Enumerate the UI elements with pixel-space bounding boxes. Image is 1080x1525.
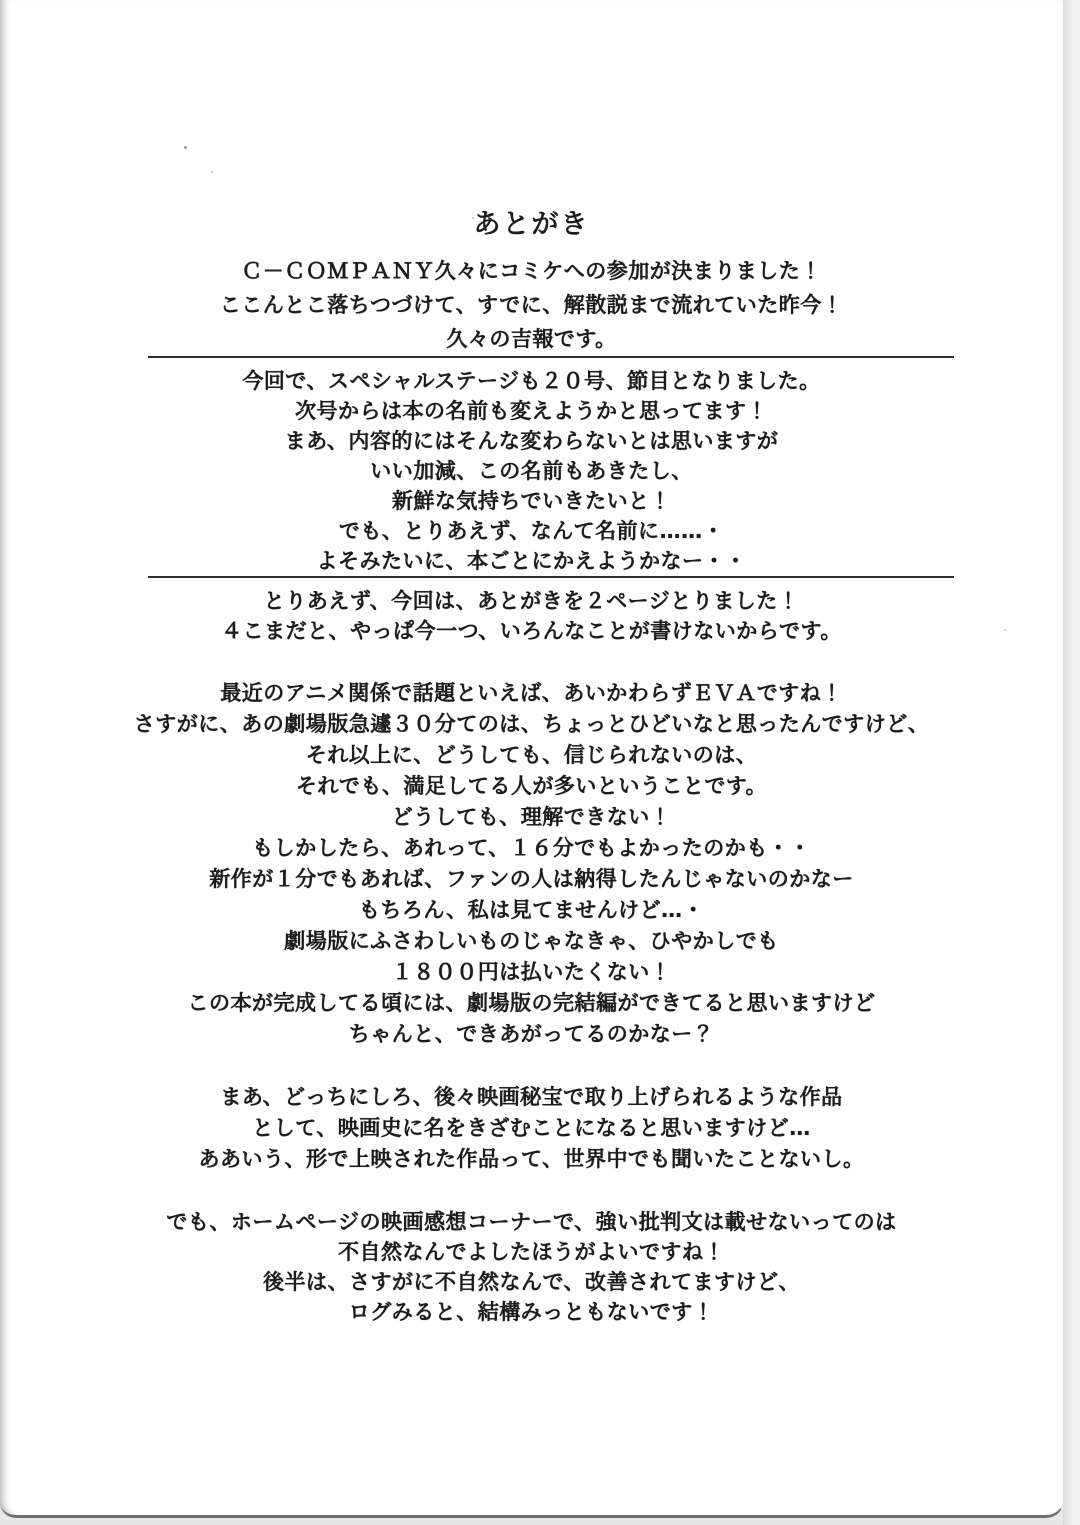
text-line: 後半は、さすがに不自然なんで、改善されてますけど、 (262, 1270, 801, 1294)
text-line: まあ、内容的にはそんな変わらないとは思いますが (284, 429, 779, 453)
paragraph-film-history (0, 1082, 1063, 1175)
text-line: よそみたいに、本ごとにかえようかなー・・ (316, 549, 747, 573)
text-line: どうしても、理解できない！ (391, 805, 672, 829)
text-line: いい加減、この名前もあきたし、 (370, 459, 693, 483)
text-line: Ｃ－ＣＯＭＰＡＮＹ久々にコミケへの参加が決まりました！ (241, 259, 822, 283)
text-line: この本が完成してる頃には、劇場版の完結編ができてると思いますけど (187, 991, 876, 1015)
text-line: ４こまだと、やっぱ今一つ、いろんなことが書けないからです。 (221, 619, 842, 643)
section-divider (148, 576, 954, 578)
scan-noise (184, 146, 187, 149)
scan-noise (211, 171, 213, 173)
scanner-bed-edge (1063, 0, 1080, 1525)
text-line: もちろん、私は見てませんけど…・ (358, 898, 705, 922)
text-line: 不自然なんでよしたほうがよいですね！ (338, 1240, 725, 1264)
section-divider (148, 356, 954, 358)
scan-noise (472, 217, 474, 219)
text-line: さすがに、あの劇場版急遽３０分てのは、ちょっとひどいなと思ったんですけど、 (133, 712, 930, 736)
paragraph-intro (0, 254, 1063, 356)
text-line: 劇場版にふさわしいものじゃなきゃ、ひやかしでも (284, 929, 779, 953)
text-line: それ以上に、どうしても、信じられないのは、 (305, 743, 758, 767)
text-line: 次号からは本の名前も変えようかと思ってます！ (295, 399, 768, 423)
paragraph-renewal (0, 366, 1063, 576)
text-line: ああいう、形で上映された作品って、世界中でも聞いたことないし。 (198, 1147, 865, 1171)
text-line: として、映画史に名をきざむことになると思いますけど… (252, 1116, 811, 1140)
afterword-title: あとがき (473, 209, 590, 240)
text-line: でも、とりあえず、なんて名前に……・ (338, 519, 725, 543)
scan-noise (1004, 629, 1006, 631)
text-line: とりあえず、今回は、あとがきを２ページとりました！ (263, 589, 800, 613)
text-line: まあ、どっちにしろ、後々映画秘宝で取り上げられるような作品 (220, 1085, 843, 1109)
text-line: 新作が１分でもあれば、ファンの人は納得したんじゃないのかなー (209, 867, 854, 891)
text-line: 今回で、スペシャルステージも２０号、節目となりました。 (242, 369, 821, 393)
afterword-text (0, 254, 1063, 1327)
text-line: １８００円は払いたくない！ (391, 960, 672, 984)
text-line: ログみると、結構みっともないです！ (348, 1300, 715, 1324)
text-line: 新鮮な気持ちでいきたいと！ (391, 489, 672, 513)
text-line: 最近のアニメ関係で話題といえば、あいかわらずＥＶＡですね！ (220, 681, 843, 705)
paragraph-afterword-pages (0, 586, 1063, 646)
paragraph-homepage-log (0, 1207, 1063, 1327)
text-line: 久々の吉報です。 (446, 327, 617, 351)
paragraph-eva-movie (0, 678, 1063, 1050)
text-line: でも、ホームページの映画感想コーナーで、強い批判文は載せないってのは (166, 1210, 897, 1234)
text-line: それでも、満足してる人が多いということです。 (295, 774, 768, 798)
text-line: ちゃんと、できあがってるのかなー？ (348, 1022, 715, 1046)
text-line: ここんとこ落ちつづけて、すでに、解散説まで流れていた昨今！ (219, 293, 844, 317)
text-line: もしかしたら、あれって、１６分でもよかったのかも・・ (252, 836, 811, 860)
